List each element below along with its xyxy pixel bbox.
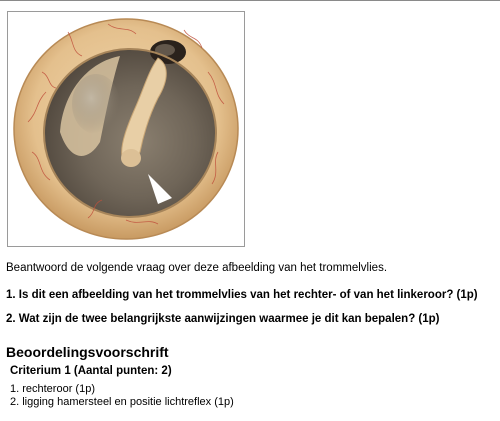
- question-1: 1. Is dit een afbeelding van het trommelvlies van het rechter- of van het linkeroor? (1p): [6, 289, 478, 301]
- scoring-title: Beoordelingsvoorschrift: [6, 344, 169, 360]
- eardrum-illustration: [7, 11, 245, 247]
- criterion-heading: Criterium 1 (Aantal punten: 2): [10, 365, 172, 377]
- answer-item-1: 1. rechteroor (1p): [10, 383, 95, 395]
- answer-item-2: 2. ligging hamersteel en positie lichtreflex (1p): [10, 396, 234, 408]
- top-divider: [0, 0, 500, 1]
- intro-text: Beantwoord de volgende vraag over deze afbeelding van het trommelvlies.: [6, 262, 388, 274]
- question-2: 2. Wat zijn de twee belangrijkste aanwijzingen waarmee je dit kan bepalen? (1p): [6, 313, 440, 325]
- answer-list: [10, 383, 234, 409]
